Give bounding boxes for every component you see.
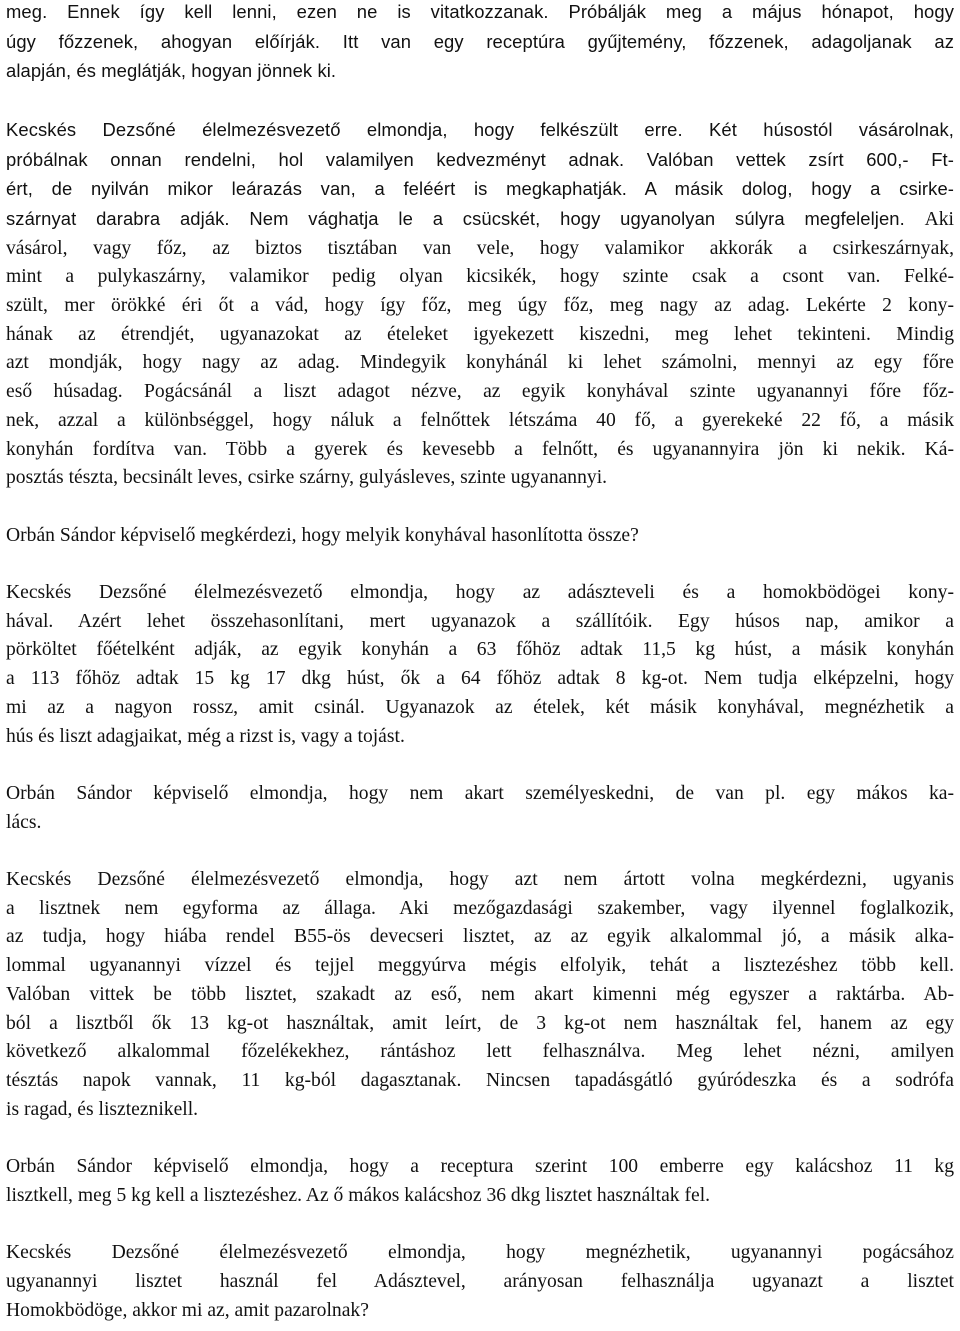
text-line xyxy=(6,1010,954,1039)
text-line xyxy=(6,28,954,58)
text-segment: Kecskés Dezsőné élelmezésvezető elmondja, hogy felkészült erre. Két húsostól vásárolnak, xyxy=(6,118,954,140)
paragraph xyxy=(6,0,954,87)
text-segment: Kecskés Dezsőné élelmezésvezető elmondja, hogy megnézhetik, ugyanannyi pogácsához xyxy=(6,1242,954,1264)
text-line xyxy=(6,952,954,981)
text-line xyxy=(6,1239,954,1268)
text-segment: úgy főzzenek, ahogyan előírják. Itt van egy receptúra gyűjtemény, főzzenek, adagoljanak az xyxy=(6,30,954,52)
text-segment: posztás tészta, becsinált leves, csirke szárny, gulyásleves, szinte ugyanannyi. xyxy=(6,467,608,489)
text-line xyxy=(6,0,954,28)
text-line xyxy=(6,205,954,235)
text-segment: vásárol, vagy főz, az biztos tisztában van vele, hogy valamikor akkorák a csirkeszárnyak, xyxy=(6,237,954,259)
paragraph xyxy=(6,780,954,837)
text-segment: Kecskés Dezsőné élelmezésvezető elmondja, hogy az adászteveli és a homokbödögei kony- xyxy=(6,582,954,604)
text-line xyxy=(6,809,954,838)
text-segment: szült, mer örökké éri őt a vád, hogy így főz, meg úgy főz, meg nagy az adag. Lekérte 2 kony- xyxy=(6,295,954,317)
text-segment: ugyanannyi lisztet használ fel Adásztevel, arányosan felhasználja ugyanazt a lisztet xyxy=(6,1270,954,1292)
text-line xyxy=(6,235,954,264)
text-segment: meg. Ennek így kell lenni, ezen ne is vitatkozzanak. Próbálják meg a május hónapot, hogy xyxy=(6,1,954,22)
text-line xyxy=(6,981,954,1010)
text-line xyxy=(6,146,954,176)
text-segment: Homokbödöge, akkor mi az, amit pazarolnak? xyxy=(6,1299,369,1321)
text-segment: szárnyat darabra adják. Nem vághatja le a csücskét, hogy ugyanolyan súlyra megfeleljen. xyxy=(6,207,925,229)
text-segment: Orbán Sándor képviselő elmondja, hogy nem akart személyeskedni, de van pl. egy mákos ka- xyxy=(6,782,954,804)
text-line xyxy=(6,378,954,407)
text-segment: lommal ugyanannyi vízzel és tejjel meggyúrva mégis elfolyik, tehát a lisztezéshez több kell. xyxy=(6,955,954,977)
text-line xyxy=(6,1182,954,1211)
text-segment: eső húsadag. Pogácsánál a liszt adagot nézve, az egyik konyhával szinte ugyanannyi főre főz- xyxy=(6,381,954,403)
text-line xyxy=(6,407,954,436)
paragraph xyxy=(6,579,954,751)
text-segment: lács. xyxy=(6,811,42,833)
text-segment: mint a pulykaszárny, valamikor pedig olyan kicsikék, hogy szinte csak a csont van. Felké- xyxy=(6,266,954,288)
text-segment: az tudja, hogy hiába rendel B55-ös devecseri lisztet, az az egyik alkalommal jó, a másik alka- xyxy=(6,926,954,948)
text-line xyxy=(6,665,954,694)
paragraph xyxy=(6,866,954,1124)
text-segment: Kecskés Dezsőné élelmezésvezető elmondja, hogy azt nem ártott volna megkérdezni, ugyanis xyxy=(6,869,954,891)
text-segment: a 113 főhöz adtak 15 kg 17 dkg húst, ők a 64 főhöz adtak 8 kg-ot. Nem tudja elképzelni, hogy xyxy=(6,668,954,690)
document-page xyxy=(6,0,954,1325)
text-segment: Aki xyxy=(924,208,954,230)
text-line xyxy=(6,923,954,952)
text-segment: ért, de nyilván mikor leárazás van, a feléért is megkaphatják. A másik dolog, hogy a csirke- xyxy=(6,178,954,200)
text-segment: Orbán Sándor képviselő elmondja, hogy a receptura szerint 100 emberre egy kalácshoz 11 kg xyxy=(6,1156,954,1178)
text-segment: is ragad, és liszteznikell. xyxy=(6,1098,199,1120)
text-line xyxy=(6,116,954,146)
text-line xyxy=(6,694,954,723)
text-line xyxy=(6,780,954,809)
paragraph xyxy=(6,522,954,551)
text-line xyxy=(6,636,954,665)
text-line xyxy=(6,1067,954,1096)
text-line xyxy=(6,895,954,924)
paragraph xyxy=(6,1153,954,1210)
text-segment: lisztkell, meg 5 kg kell a lisztezéshez. Az ő mákos kalácshoz 36 dkg lisztet használtak fel. xyxy=(6,1184,711,1206)
text-segment: pörköltet főételként adják, az egyik konyhán a 63 főhöz adtak 11,5 kg húst, a másik konyhán xyxy=(6,639,954,661)
text-line xyxy=(6,464,954,493)
text-line xyxy=(6,175,954,205)
text-segment: próbálnak onnan rendelni, hol valamilyen kedvezményt adnak. Valóban vettek zsírt 600,- Ft- xyxy=(6,148,954,170)
text-line xyxy=(6,1153,954,1182)
text-line xyxy=(6,608,954,637)
text-line xyxy=(6,321,954,350)
text-segment: mi az a nagyon rossz, amit csinál. Ugyanazok az ételek, két másik konyhával, megnézhetik a xyxy=(6,696,954,718)
text-segment: ból a lisztből ők 13 kg-ot használtak, amit leírt, de 3 kg-ot nem használtak fel, hanem az egy xyxy=(6,1012,954,1034)
text-line xyxy=(6,1038,954,1067)
text-segment: nek, azzal a különbséggel, hogy náluk a felnőttek létszáma 40 fő, a gyerekeké 22 fő, a másik xyxy=(6,409,954,431)
text-line xyxy=(6,436,954,465)
text-segment: tésztás napok vannak, 11 kg-ból dagasztanak. Nincsen tapadásgátló gyúródeszka és a sodrófa xyxy=(6,1069,954,1091)
text-segment: azt mondják, hogy nagy az adag. Mindegyik konyhánál ki lehet számolni, mennyi az egy főre xyxy=(6,352,954,374)
text-segment: következő alkalommal főzelékekhez, rántáshoz lett felhasználva. Meg lehet nézni, amilyen xyxy=(6,1041,954,1063)
paragraph xyxy=(6,116,954,493)
text-line xyxy=(6,866,954,895)
text-line xyxy=(6,579,954,608)
text-line xyxy=(6,263,954,292)
paragraph xyxy=(6,1239,954,1325)
text-segment: konyhán fordítva van. Több a gyerek és kevesebb a felnőtt, és ugyanannyira jön ki nekik. Ká- xyxy=(6,438,954,460)
text-segment: hának az étrendjét, ugyanazokat az ételeket igyekezett kiszedni, meg lehet tekinteni. Mindig xyxy=(6,323,954,345)
text-line xyxy=(6,1297,954,1326)
text-segment: hús és liszt adagjaikat, még a rizst is, vagy a tojást. xyxy=(6,725,405,747)
text-segment: Valóban vittek be több lisztet, szakadt az eső, nem akart kimenni még egyszer a raktárba. Ab- xyxy=(6,983,954,1005)
text-line xyxy=(6,522,954,551)
text-line xyxy=(6,57,954,87)
text-segment: Orbán Sándor képviselő megkérdezi, hogy melyik konyhával hasonlította össze? xyxy=(6,524,639,546)
text-line xyxy=(6,1096,954,1125)
text-line xyxy=(6,1268,954,1297)
text-segment: a lisztnek nem egyforma az állaga. Aki mezőgazdasági szakember, vagy ilyennel foglalkozik, xyxy=(6,897,954,919)
text-segment: alapján, és meglátják, hogyan jönnek ki. xyxy=(6,60,337,82)
text-line xyxy=(6,292,954,321)
text-line xyxy=(6,723,954,752)
text-line xyxy=(6,349,954,378)
text-segment: hával. Azért lehet összehasonlítani, mert ugyanazok a szállítóik. Egy húsos nap, amikor a xyxy=(6,610,954,632)
